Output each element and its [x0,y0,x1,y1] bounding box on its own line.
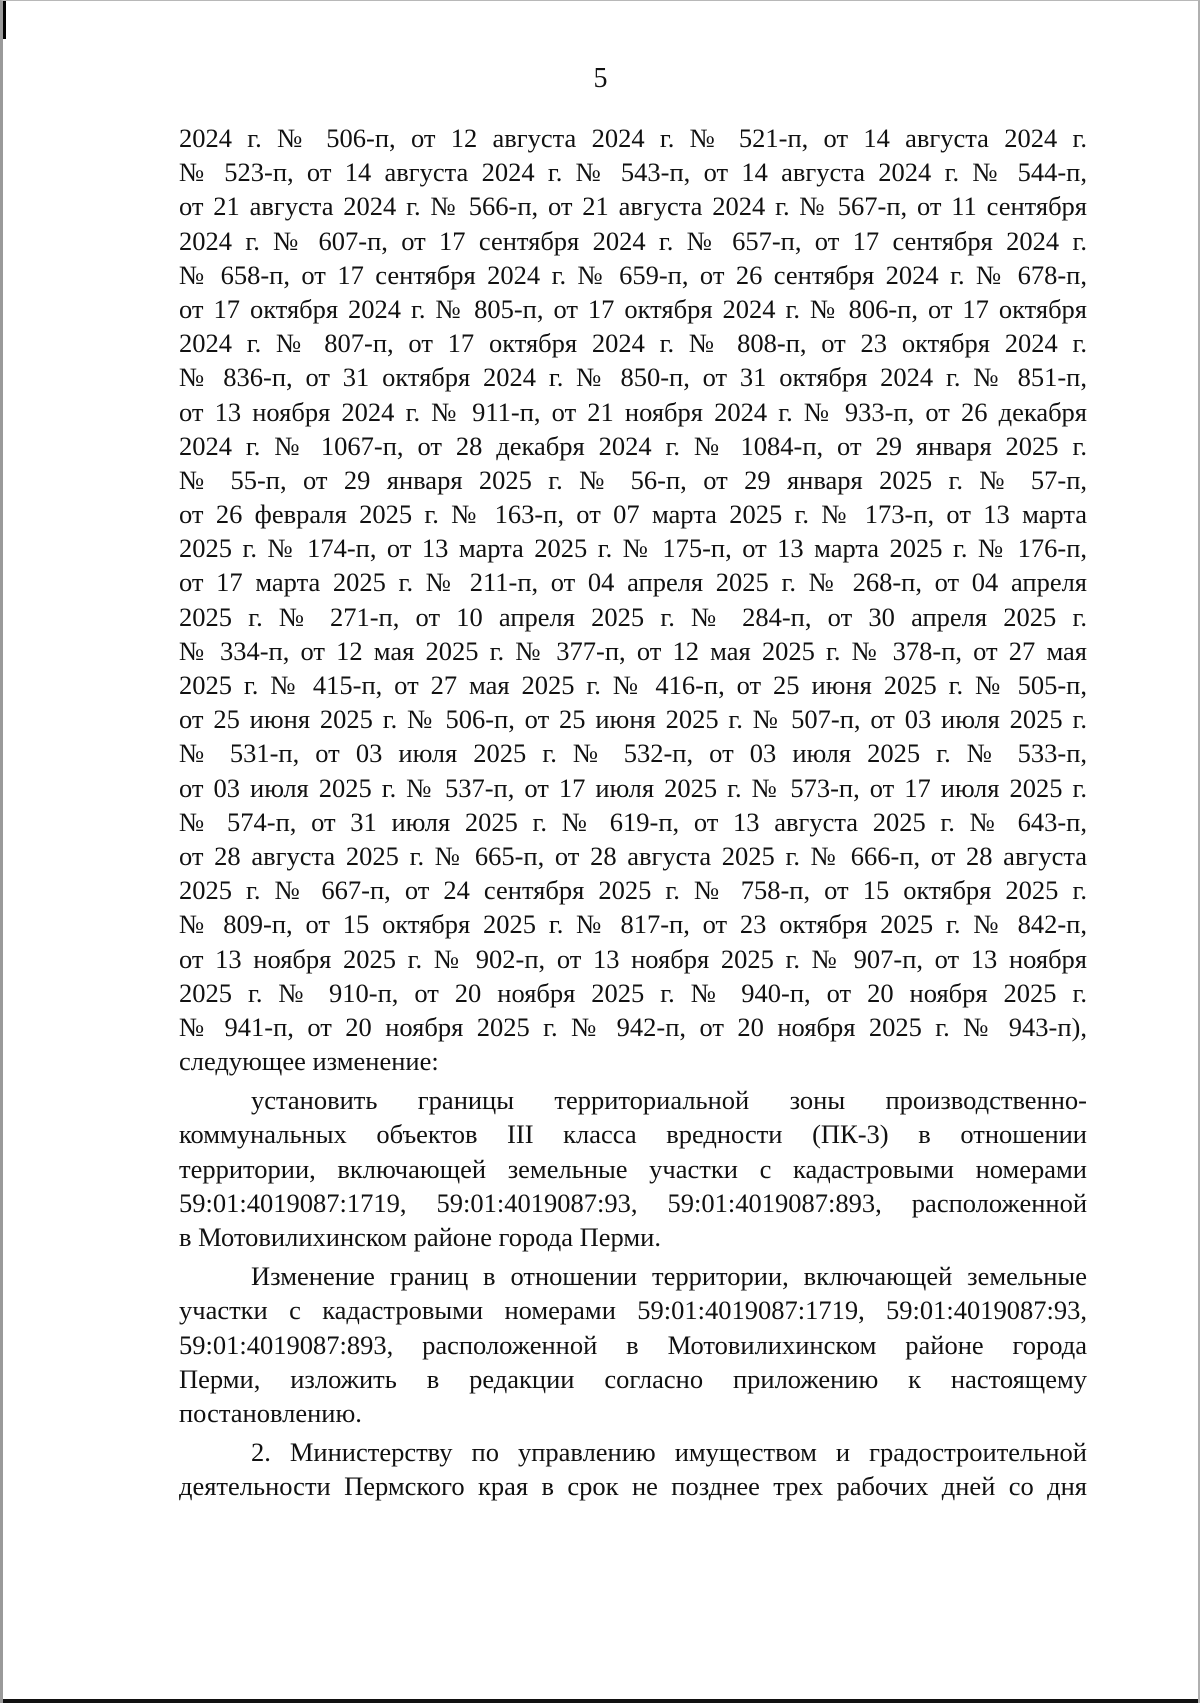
text-line: установить границы территориальной зоны производственно- [251,1085,1087,1116]
text-line: № 55-п, от 29 января 2025 г. № 56-п, от 29 января 2025 г. № 57-п, [179,464,1087,495]
text-line: от 17 марта 2025 г. № 211-п, от 04 апреля 2025 г. № 268-п, от 04 апреля [179,567,1087,598]
text-line: от 03 июля 2025 г. № 537-п, от 17 июля 2025 г. № 573-п, от 17 июля 2025 г. [179,772,1087,803]
paragraph-amendments-list [179,121,1087,1078]
text-line: № 658-п, от 17 сентября 2024 г. № 659-п, от 26 сентября 2024 г. № 678-п, [179,259,1087,290]
text-line: территории, включающей земельные участки с кадастровыми номерами [179,1153,1087,1184]
text-line: Перми, изложить в редакции согласно приложению к настоящему [179,1363,1087,1394]
text-line: 2024 г. № 807-п, от 17 октября 2024 г. № 808-п, от 23 октября 2024 г. [179,328,1087,359]
text-line: от 13 ноября 2025 г. № 902-п, от 13 ноября 2025 г. № 907-п, от 13 ноября [179,943,1087,974]
document-body [179,121,1087,1504]
text-line: участки с кадастровыми номерами 59:01:4019087:1719, 59:01:4019087:93, [179,1295,1087,1326]
text-line: № 941-п, от 20 ноября 2025 г. № 942-п, от 20 ноября 2025 г. № 943-п), [179,1011,1087,1042]
text-line: 59:01:4019087:1719, 59:01:4019087:93, 59:01:4019087:893, расположенной [179,1187,1087,1218]
text-line: № 809-п, от 15 октября 2025 г. № 817-п, от 23 октября 2025 г. № 842-п, [179,909,1087,940]
text-line: деятельности Пермского края в срок не позднее трех рабочих дней со дня [179,1471,1087,1502]
text-line: 2025 г. № 174-п, от 13 марта 2025 г. № 175-п, от 13 марта 2025 г. № 176-п, [179,533,1087,564]
scan-edge-mark [3,1,6,39]
text-line: 2025 г. № 271-п, от 10 апреля 2025 г. № 284-п, от 30 апреля 2025 г. [179,601,1087,632]
scan-bottom-edge [3,1699,1198,1703]
text-line: 2024 г. № 607-п, от 17 сентября 2024 г. № 657-п, от 17 сентября 2024 г. [179,225,1087,256]
text-line: 59:01:4019087:893, расположенной в Мотовилихинском районе города [179,1329,1087,1360]
text-line: от 25 июня 2025 г. № 506-п, от 25 июня 2025 г. № 507-п, от 03 июля 2025 г. [179,704,1087,735]
text-line: от 28 августа 2025 г. № 665-п, от 28 августа 2025 г. № 666-п, от 28 августа [179,840,1087,871]
text-line: 2024 г. № 1067-п, от 28 декабря 2024 г. № 1084-п, от 29 января 2025 г. [179,430,1087,461]
paragraph-boundary-change [179,1259,1087,1430]
text-line: Изменение границ в отношении территории, включающей земельные [251,1261,1087,1292]
text-line: следующее изменение: [179,1046,439,1077]
text-line: постановлению. [179,1397,362,1428]
text-line: № 334-п, от 12 мая 2025 г. № 377-п, от 12 мая 2025 г. № 378-п, от 27 мая [179,635,1087,666]
text-line: № 531-п, от 03 июля 2025 г. № 532-п, от 03 июля 2025 г. № 533-п, [179,738,1087,769]
page-number: 5 [593,63,608,94]
text-line: от 26 февраля 2025 г. № 163-п, от 07 марта 2025 г. № 173-п, от 13 марта [179,499,1087,530]
text-line: коммунальных объектов III класса вредности (ПК-3) в отношении [179,1119,1087,1150]
paragraph-establish-boundaries [179,1083,1087,1254]
text-line: № 574-п, от 31 июля 2025 г. № 619-п, от 13 августа 2025 г. № 643-п, [179,806,1087,837]
text-line: от 21 августа 2024 г. № 566-п, от 21 августа 2024 г. № 567-п, от 11 сентября [179,191,1087,222]
text-line: 2025 г. № 667-п, от 24 сентября 2025 г. № 758-п, от 15 октября 2025 г. [179,875,1087,906]
text-line: от 17 октября 2024 г. № 805-п, от 17 октября 2024 г. № 806-п, от 17 октября [179,293,1087,324]
text-line: 2024 г. № 506-п, от 12 августа 2024 г. № 521-п, от 14 августа 2024 г. [179,123,1087,153]
text-line: № 523-п, от 14 августа 2024 г. № 543-п, от 14 августа 2024 г. № 544-п, [179,157,1087,188]
text-line: 2025 г. № 415-п, от 27 мая 2025 г. № 416-п, от 25 июня 2025 г. № 505-п, [179,670,1087,700]
paragraph-item-2-ministry [179,1435,1087,1503]
text-line: от 13 ноября 2024 г. № 911-п, от 21 ноября 2024 г. № 933-п, от 26 декабря [179,396,1087,427]
text-line: в Мотовилихинском районе города Перми. [179,1222,661,1252]
text-line: 2025 г. № 910-п, от 20 ноября 2025 г. № 940-п, от 20 ноября 2025 г. [179,977,1087,1008]
text-line: 2. Министерству по управлению имуществом и градостроительной [251,1437,1087,1468]
text-line: № 836-п, от 31 октября 2024 г. № 850-п, от 31 октября 2024 г. № 851-п, [179,362,1087,393]
